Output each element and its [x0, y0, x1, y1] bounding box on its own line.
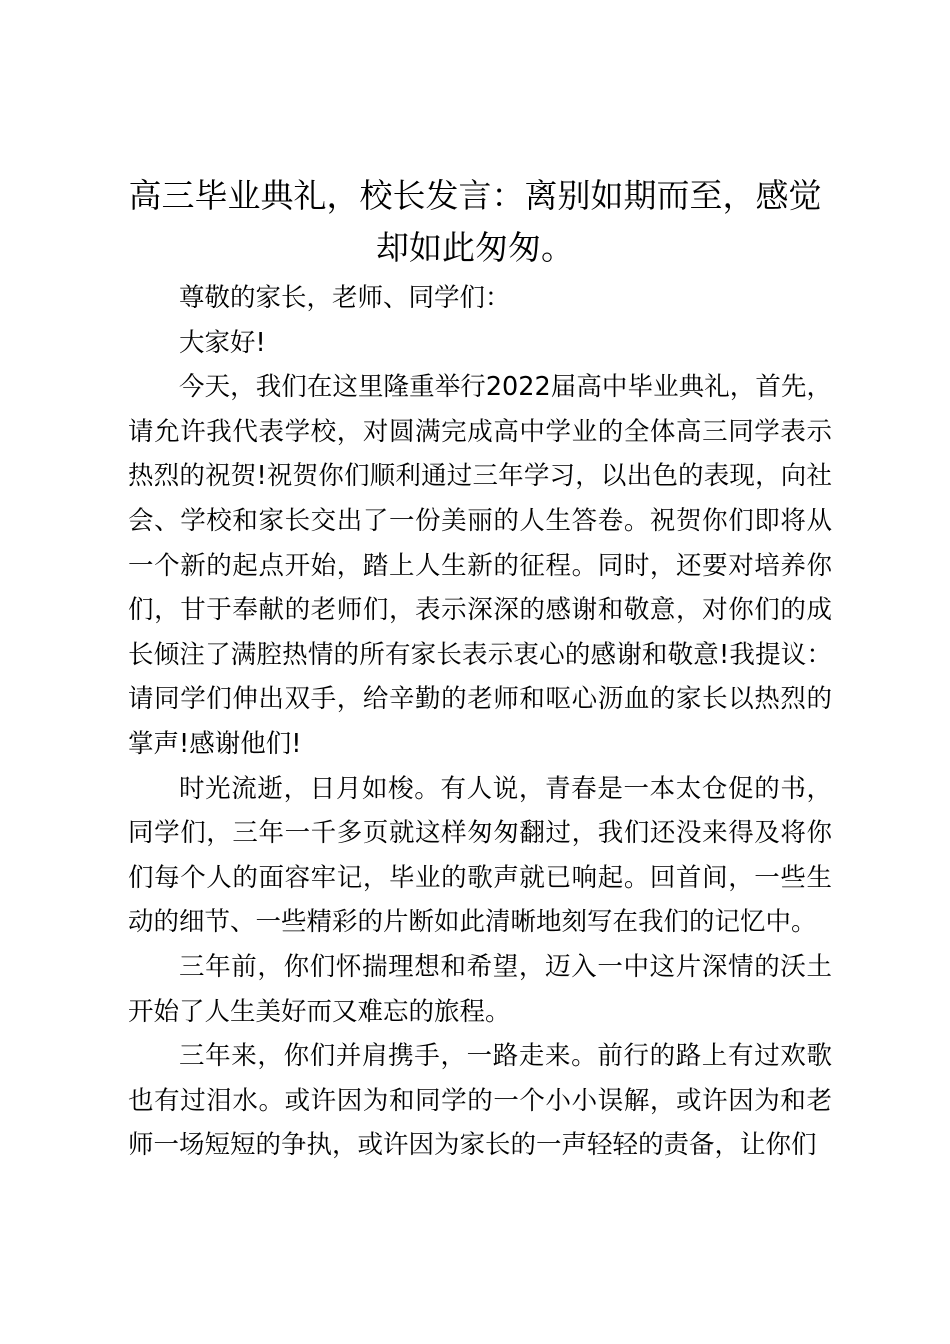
paragraph-time: 时光流逝，日月如梭。有人说，青春是一本太仓促的书，同学们，三年一千多页就这样匆匆翻过，我们还没来得及将你们每个人的面容牢记，毕业的歌声就已响起。回首间，一些生动的细节、一些精彩的片断如此清晰地刻写在我们的记忆中。 — [128, 773, 832, 938]
paragraph-salutation: 尊敬的家长，老师、同学们： — [179, 283, 511, 313]
paragraph-greeting: 大家好! — [179, 327, 266, 358]
document-body — [128, 276, 832, 1168]
paragraph-three-years-ago: 三年前，你们怀揣理想和希望，迈入一中这片深情的沃土开始了人生美好而又难忘的旅程。 — [128, 951, 832, 1027]
paragraph-opening: 今天，我们在这里隆重举行2022届高中毕业典礼，首先，请允许我代表学校，对圆满完成高中学业的全体高三同学表示热烈的祝贺!祝贺你们顺利通过三年学习，以出色的表现，向社会、学校和家长交出了一份美丽的人生答卷。祝贺你们即将从一个新的起点开始，踏上人生新的征程。同时，还要对培养你们，甘于奉献的老师们，表示深深的感谢和敬意，对你们的成长倾注了满腔热情的所有家长表示衷心的感谢和敬意!我提议：请同学们伸出双手，给辛勤的老师和呕心沥血的家长以热烈的掌声!感谢他们! — [128, 372, 832, 759]
paragraph-three-years: 三年来，你们并肩携手，一路走来。前行的路上有过欢歌也有过泪水。或许因为和同学的一个小小误解，或许因为和老师一场短短的争执，或许因为家长的一声轻轻的责备，让你们 — [128, 1041, 832, 1161]
document-title: 高三毕业典礼，校长发言：离别如期而至，感觉却如此匆匆。 — [128, 176, 822, 267]
